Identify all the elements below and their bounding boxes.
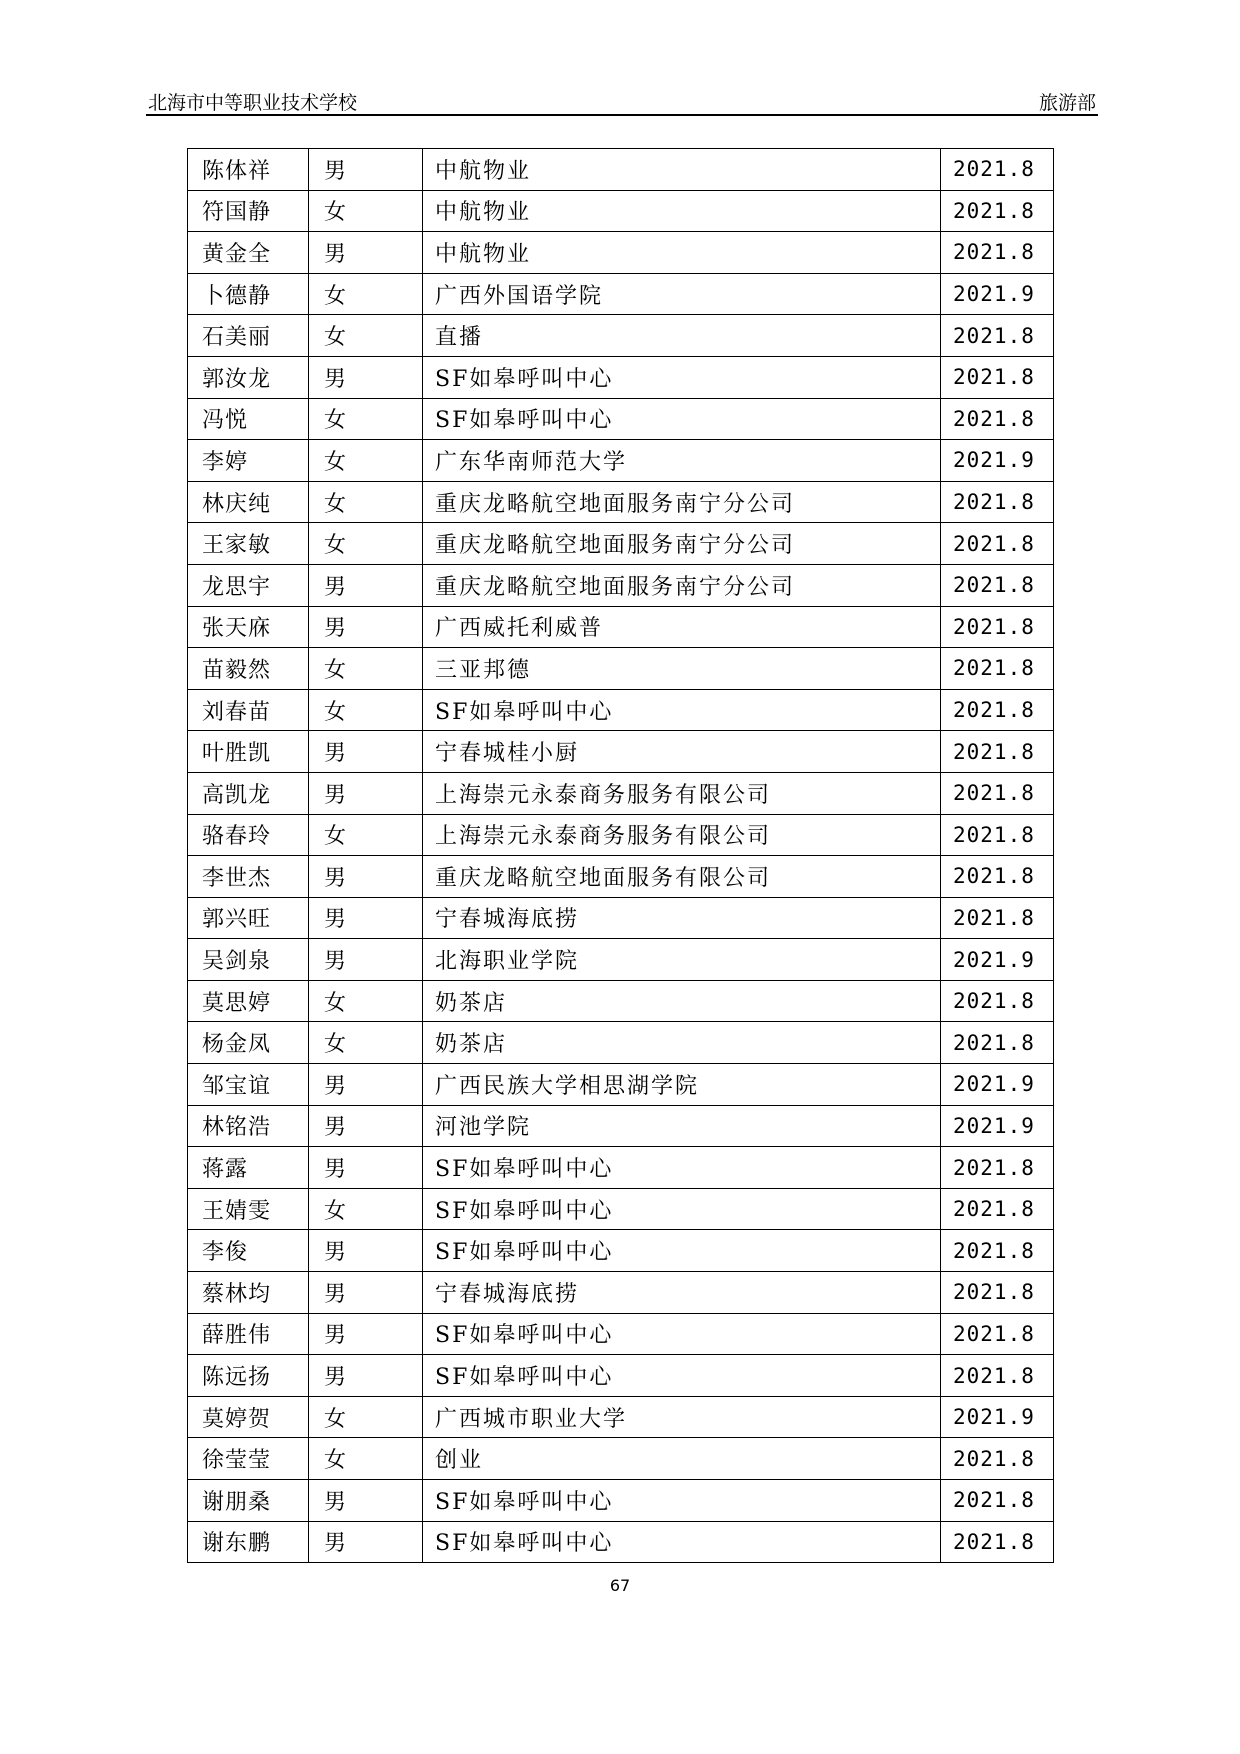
- name-cell: 骆春玲: [188, 814, 309, 856]
- name-cell: 石美丽: [188, 315, 309, 357]
- date-cell: 2021.8: [941, 648, 1054, 690]
- organization-cell: 广西威托利威普: [423, 606, 941, 648]
- organization-cell: SF如皋呼叫中心: [423, 1313, 941, 1355]
- table-row: [188, 606, 1054, 648]
- organization-cell: 奶茶店: [423, 1022, 941, 1064]
- table-row: [188, 398, 1054, 440]
- organization-cell: 重庆龙略航空地面服务南宁分公司: [423, 564, 941, 606]
- name-cell: 陈远扬: [188, 1355, 309, 1397]
- organization-cell: 奶茶店: [423, 980, 941, 1022]
- name-cell: 郭兴旺: [188, 897, 309, 939]
- name-cell: 苗毅然: [188, 648, 309, 690]
- name-cell: 谢东鹏: [188, 1521, 309, 1563]
- date-cell: 2021.8: [941, 481, 1054, 523]
- gender-cell: 男: [309, 606, 423, 648]
- name-cell: 卜德静: [188, 273, 309, 315]
- organization-cell: 重庆龙略航空地面服务有限公司: [423, 856, 941, 898]
- name-cell: 杨金凤: [188, 1022, 309, 1064]
- organization-cell: 中航物业: [423, 190, 941, 232]
- name-cell: 高凯龙: [188, 772, 309, 814]
- gender-cell: 女: [309, 648, 423, 690]
- table-row: [188, 440, 1054, 482]
- organization-cell: 宁春城海底捞: [423, 897, 941, 939]
- gender-cell: 女: [309, 273, 423, 315]
- date-cell: 2021.8: [941, 897, 1054, 939]
- name-cell: 刘春苗: [188, 689, 309, 731]
- name-cell: 符国静: [188, 190, 309, 232]
- date-cell: 2021.8: [941, 190, 1054, 232]
- date-cell: 2021.9: [941, 1064, 1054, 1106]
- gender-cell: 男: [309, 1355, 423, 1397]
- organization-cell: 广西民族大学相思湖学院: [423, 1064, 941, 1106]
- organization-cell: SF如皋呼叫中心: [423, 1355, 941, 1397]
- date-cell: 2021.8: [941, 1438, 1054, 1480]
- gender-cell: 女: [309, 398, 423, 440]
- organization-cell: SF如皋呼叫中心: [423, 689, 941, 731]
- organization-cell: 北海职业学院: [423, 939, 941, 981]
- table-row: [188, 1147, 1054, 1189]
- table-row: [188, 1272, 1054, 1314]
- table-row: [188, 1230, 1054, 1272]
- date-cell: 2021.8: [941, 315, 1054, 357]
- gender-cell: 男: [309, 356, 423, 398]
- gender-cell: 男: [309, 1272, 423, 1314]
- name-cell: 郭汝龙: [188, 356, 309, 398]
- name-cell: 蔡林均: [188, 1272, 309, 1314]
- name-cell: 薛胜伟: [188, 1313, 309, 1355]
- department-name: 旅游部: [1038, 92, 1096, 114]
- organization-cell: SF如皋呼叫中心: [423, 1480, 941, 1522]
- name-cell: 林铭浩: [188, 1105, 309, 1147]
- organization-cell: SF如皋呼叫中心: [423, 398, 941, 440]
- organization-cell: 河池学院: [423, 1105, 941, 1147]
- gender-cell: 女: [309, 1438, 423, 1480]
- organization-cell: 创业: [423, 1438, 941, 1480]
- date-cell: 2021.8: [941, 980, 1054, 1022]
- gender-cell: 女: [309, 1188, 423, 1230]
- organization-cell: 直播: [423, 315, 941, 357]
- organization-cell: SF如皋呼叫中心: [423, 1188, 941, 1230]
- table-row: [188, 1313, 1054, 1355]
- table-row: [188, 1188, 1054, 1230]
- name-cell: 陈体祥: [188, 149, 309, 191]
- table-row: [188, 232, 1054, 274]
- gender-cell: 男: [309, 149, 423, 191]
- table-row: [188, 1064, 1054, 1106]
- organization-cell: 广东华南师范大学: [423, 440, 941, 482]
- date-cell: 2021.8: [941, 1272, 1054, 1314]
- table-row: [188, 315, 1054, 357]
- gender-cell: 女: [309, 523, 423, 565]
- name-cell: 蒋露: [188, 1147, 309, 1189]
- date-cell: 2021.8: [941, 1521, 1054, 1563]
- gender-cell: 男: [309, 564, 423, 606]
- organization-cell: 宁春城桂小厨: [423, 731, 941, 773]
- date-cell: 2021.8: [941, 731, 1054, 773]
- table-row: [188, 356, 1054, 398]
- date-cell: 2021.8: [941, 398, 1054, 440]
- date-cell: 2021.8: [941, 564, 1054, 606]
- gender-cell: 女: [309, 190, 423, 232]
- gender-cell: 男: [309, 1230, 423, 1272]
- organization-cell: 重庆龙略航空地面服务南宁分公司: [423, 481, 941, 523]
- gender-cell: 男: [309, 731, 423, 773]
- organization-cell: 重庆龙略航空地面服务南宁分公司: [423, 523, 941, 565]
- table-row: [188, 149, 1054, 191]
- table-row: [188, 523, 1054, 565]
- table-row: [188, 481, 1054, 523]
- gender-cell: 女: [309, 440, 423, 482]
- table-row: [188, 1438, 1054, 1480]
- gender-cell: 女: [309, 1022, 423, 1064]
- organization-cell: SF如皋呼叫中心: [423, 1521, 941, 1563]
- organization-cell: 上海崇元永泰商务服务有限公司: [423, 772, 941, 814]
- date-cell: 2021.9: [941, 273, 1054, 315]
- table-row: [188, 689, 1054, 731]
- table-row: [188, 897, 1054, 939]
- name-cell: 叶胜凯: [188, 731, 309, 773]
- gender-cell: 男: [309, 939, 423, 981]
- name-cell: 李俊: [188, 1230, 309, 1272]
- organization-cell: SF如皋呼叫中心: [423, 356, 941, 398]
- graduate-table: [187, 148, 1054, 1563]
- table-row: [188, 648, 1054, 690]
- page-header: [146, 86, 1098, 116]
- name-cell: 王家敏: [188, 523, 309, 565]
- date-cell: 2021.8: [941, 149, 1054, 191]
- table-row: [188, 980, 1054, 1022]
- date-cell: 2021.9: [941, 1105, 1054, 1147]
- name-cell: 徐莹莹: [188, 1438, 309, 1480]
- table-row: [188, 939, 1054, 981]
- date-cell: 2021.9: [941, 1396, 1054, 1438]
- table-row: [188, 814, 1054, 856]
- page-number: 67: [609, 1576, 631, 1595]
- gender-cell: 男: [309, 232, 423, 274]
- date-cell: 2021.8: [941, 814, 1054, 856]
- organization-cell: SF如皋呼叫中心: [423, 1147, 941, 1189]
- gender-cell: 男: [309, 1105, 423, 1147]
- name-cell: 莫婷贺: [188, 1396, 309, 1438]
- table-body: [188, 149, 1054, 1563]
- date-cell: 2021.8: [941, 1313, 1054, 1355]
- name-cell: 林庆纯: [188, 481, 309, 523]
- name-cell: 张天庥: [188, 606, 309, 648]
- name-cell: 冯悦: [188, 398, 309, 440]
- date-cell: 2021.9: [941, 939, 1054, 981]
- date-cell: 2021.8: [941, 356, 1054, 398]
- name-cell: 吴剑泉: [188, 939, 309, 981]
- name-cell: 黄金全: [188, 232, 309, 274]
- gender-cell: 女: [309, 980, 423, 1022]
- table-row: [188, 1521, 1054, 1563]
- name-cell: 邹宝谊: [188, 1064, 309, 1106]
- organization-cell: 广西外国语学院: [423, 273, 941, 315]
- name-cell: 龙思宇: [188, 564, 309, 606]
- organization-cell: 广西城市职业大学: [423, 1396, 941, 1438]
- table-row: [188, 190, 1054, 232]
- gender-cell: 男: [309, 1147, 423, 1189]
- gender-cell: 男: [309, 856, 423, 898]
- organization-cell: 上海崇元永泰商务服务有限公司: [423, 814, 941, 856]
- table-row: [188, 772, 1054, 814]
- organization-cell: 宁春城海底捞: [423, 1272, 941, 1314]
- gender-cell: 女: [309, 1396, 423, 1438]
- organization-cell: 中航物业: [423, 232, 941, 274]
- date-cell: 2021.8: [941, 1188, 1054, 1230]
- date-cell: 2021.8: [941, 1355, 1054, 1397]
- name-cell: 王婧雯: [188, 1188, 309, 1230]
- table-row: [188, 1480, 1054, 1522]
- gender-cell: 女: [309, 814, 423, 856]
- date-cell: 2021.8: [941, 1230, 1054, 1272]
- gender-cell: 男: [309, 1064, 423, 1106]
- table-row: [188, 731, 1054, 773]
- name-cell: 谢朋桑: [188, 1480, 309, 1522]
- name-cell: 李婷: [188, 440, 309, 482]
- date-cell: 2021.8: [941, 1147, 1054, 1189]
- table-row: [188, 1105, 1054, 1147]
- date-cell: 2021.8: [941, 856, 1054, 898]
- table-row: [188, 273, 1054, 315]
- date-cell: 2021.8: [941, 232, 1054, 274]
- date-cell: 2021.9: [941, 440, 1054, 482]
- gender-cell: 女: [309, 481, 423, 523]
- gender-cell: 女: [309, 315, 423, 357]
- date-cell: 2021.8: [941, 772, 1054, 814]
- gender-cell: 男: [309, 1313, 423, 1355]
- gender-cell: 男: [309, 1480, 423, 1522]
- name-cell: 李世杰: [188, 856, 309, 898]
- table-row: [188, 1022, 1054, 1064]
- table-row: [188, 1396, 1054, 1438]
- table-row: [188, 564, 1054, 606]
- table-row: [188, 1355, 1054, 1397]
- date-cell: 2021.8: [941, 1022, 1054, 1064]
- table-row: [188, 856, 1054, 898]
- gender-cell: 男: [309, 1521, 423, 1563]
- organization-cell: SF如皋呼叫中心: [423, 1230, 941, 1272]
- gender-cell: 女: [309, 689, 423, 731]
- organization-cell: 中航物业: [423, 149, 941, 191]
- date-cell: 2021.8: [941, 606, 1054, 648]
- date-cell: 2021.8: [941, 689, 1054, 731]
- gender-cell: 男: [309, 772, 423, 814]
- date-cell: 2021.8: [941, 523, 1054, 565]
- name-cell: 莫思婷: [188, 980, 309, 1022]
- gender-cell: 男: [309, 897, 423, 939]
- organization-cell: 三亚邦德: [423, 648, 941, 690]
- date-cell: 2021.8: [941, 1480, 1054, 1522]
- school-name: 北海市中等职业技术学校: [148, 92, 358, 114]
